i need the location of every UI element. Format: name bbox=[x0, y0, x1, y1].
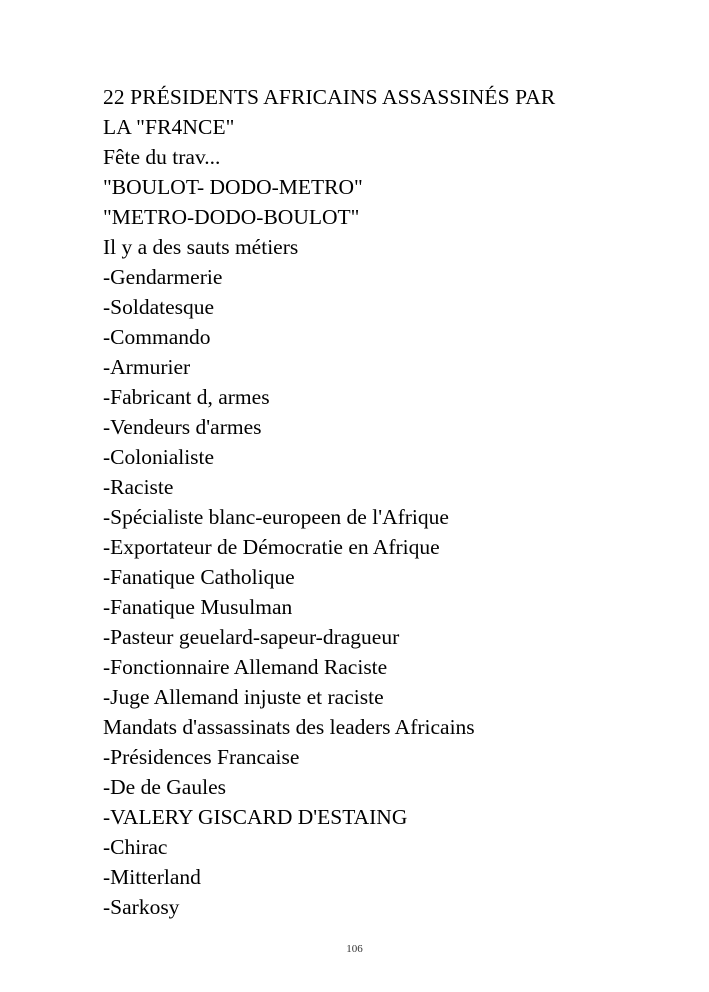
list-item: -Fanatique Musulman bbox=[103, 595, 293, 619]
list-item: -Spécialiste blanc-europeen de l'Afrique bbox=[103, 505, 449, 529]
list-item: -Vendeurs d'armes bbox=[103, 415, 262, 439]
list-item: -Gendarmerie bbox=[103, 265, 223, 289]
title-line-2: LA "FR4NCE" bbox=[103, 115, 235, 139]
list-item: -Chirac bbox=[103, 835, 168, 859]
list-item: -Exportateur de Démocratie en Afrique bbox=[103, 535, 440, 559]
page-number: 106 bbox=[346, 943, 363, 955]
list-item: -Raciste bbox=[103, 475, 174, 499]
list-item: -VALERY GISCARD D'ESTAING bbox=[103, 805, 408, 829]
list-item: -Présidences Francaise bbox=[103, 745, 300, 769]
list-item: -Mitterland bbox=[103, 865, 201, 889]
list-item: -Colonialiste bbox=[103, 445, 215, 469]
text-line: Fête du trav... bbox=[103, 145, 221, 169]
list-item: -Armurier bbox=[103, 355, 191, 379]
text-line: "BOULOT- DODO-METRO" bbox=[103, 175, 363, 199]
list-item: -Fonctionnaire Allemand Raciste bbox=[103, 655, 388, 679]
list-item: -Juge Allemand injuste et raciste bbox=[103, 685, 384, 709]
list-item: -Sarkosy bbox=[103, 895, 180, 919]
title-line-1: 22 PRÉSIDENTS AFRICAINS ASSASSINÉS PAR bbox=[103, 85, 556, 109]
list-item: -Commando bbox=[103, 325, 211, 349]
list-item: -Fanatique Catholique bbox=[103, 565, 295, 589]
list-item: -De de Gaules bbox=[103, 775, 226, 799]
list-item: -Pasteur geuelard-sapeur-dragueur bbox=[103, 625, 400, 649]
list-item: -Fabricant d, armes bbox=[103, 385, 270, 409]
text-line: "METRO-DODO-BOULOT" bbox=[103, 205, 360, 229]
text-line: Mandats d'assassinats des leaders Africains bbox=[103, 715, 475, 739]
text-body bbox=[103, 82, 663, 922]
text-line: Il y a des sauts métiers bbox=[103, 235, 299, 259]
list-item: -Soldatesque bbox=[103, 295, 215, 319]
